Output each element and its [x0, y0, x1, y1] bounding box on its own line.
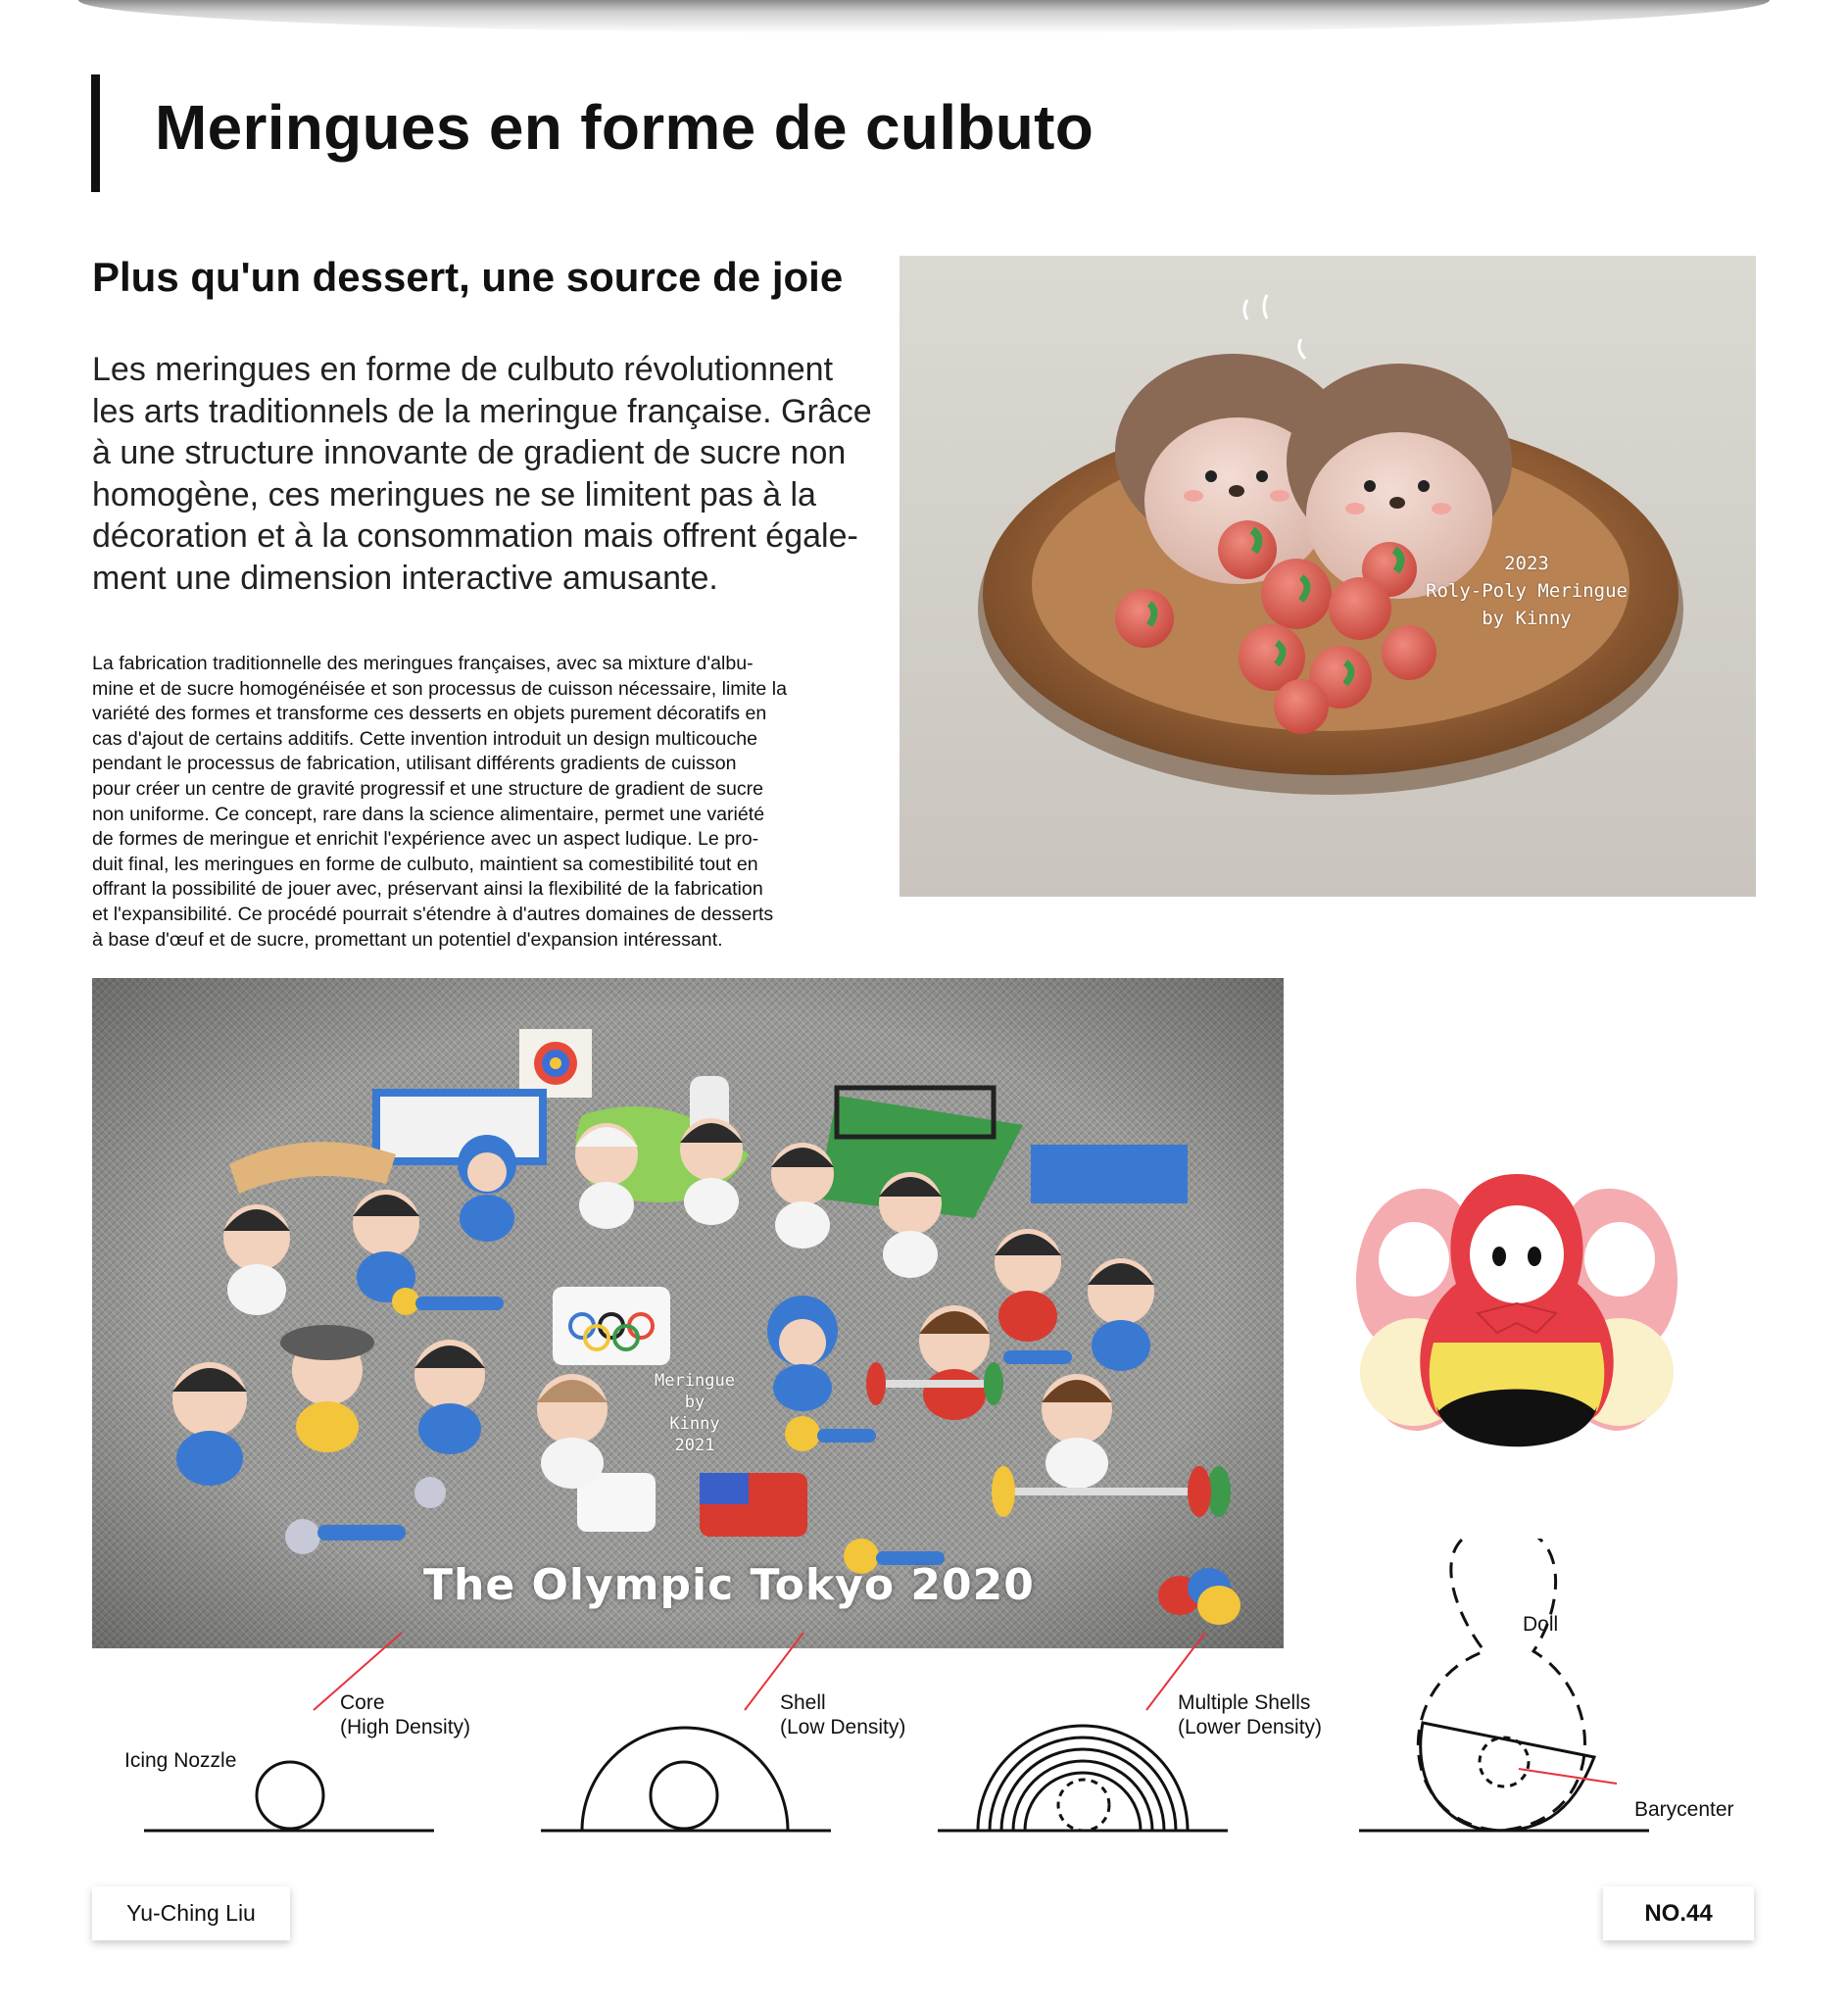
faded-core-circle: [1058, 1780, 1109, 1831]
multiple-shells-label: Multiple Shells (Lower Density): [1178, 1691, 1323, 1738]
density-diagram: [118, 1539, 1764, 1852]
olympic-photo-caption: The Olympic Tokyo 2020: [423, 1560, 1035, 1610]
doll-label: Doll: [1523, 1613, 1559, 1636]
multi-shell-arc-1: [978, 1726, 1188, 1831]
body-paragraph: La fabrication traditionnelle des meringues françaises, avec sa mixture d'albu- mine et de sucre homogénéisée et son processus de cuisson nécessaire, limite la variété des formes et transforme ces desserts en objets purement décoratifs en cas d'ajout de certains additifs. Cette invention introduit un design multicouche pendant le processus de fabrication, utilisant différents gradients de cuisson pour créer un centre de gravité progressif et une structure de gradient de sucre non uniforme. Ce concept, rare dans la science alimentaire, permet une variété de formes de meringue et enrichit l'expérience avec un aspect ludique. Le pro- duit final, les meringues en forme de culbuto, maintient sa comestibilité tout en offrant la possibilité de jouer avec, préservant ainsi la flexibilité de la fabrication et l'expansibilité. Ce procédé pourrait s'étendre à d'autres domaines de desserts à base d'œuf et de sucre, promettant un potentiel d'expansion intéressant.: [92, 653, 788, 951]
hedgehog-meringue-photo: [900, 256, 1756, 897]
shell-arc: [582, 1728, 788, 1831]
multi-shell-arc-5: [1025, 1773, 1141, 1831]
olympic-photo-signature: Meringue by Kinny 2021: [655, 1371, 735, 1455]
core-circle: [257, 1762, 323, 1829]
hedgehog-photo-signature: 2023 Roly-Poly Meringue by Kinny: [1426, 553, 1628, 629]
author-footer: Yu-Ching Liu: [92, 1886, 290, 1940]
core-label: Core (High Density): [340, 1691, 471, 1738]
page-number-footer: NO.44: [1603, 1886, 1754, 1940]
lead-paragraph: Les meringues en forme de culbuto révolutionnent les arts traditionnels de la meringue française. Grâce à une structure innovante de gradient de sucre non homogène, ces meringues ne se limitent pas à la décoration et à la consommation mais offrent égale- ment une dimension interactive amusante.: [92, 351, 872, 597]
matryoshka-doll-illustration: [1340, 1166, 1695, 1460]
top-shadow-decoration: [78, 0, 1770, 33]
page-title: Meringues en forme de culbuto: [155, 92, 1094, 163]
title-accent-bar: [91, 74, 100, 192]
barycenter-label: Barycenter: [1634, 1798, 1734, 1821]
section-subtitle: Plus qu'un dessert, une source de joie: [92, 254, 844, 300]
icing-nozzle-label: Icing Nozzle: [124, 1749, 237, 1772]
shell-label: Shell (Low Density): [780, 1691, 906, 1738]
inner-core-circle: [651, 1762, 717, 1829]
barycenter-circle: [1480, 1738, 1529, 1787]
